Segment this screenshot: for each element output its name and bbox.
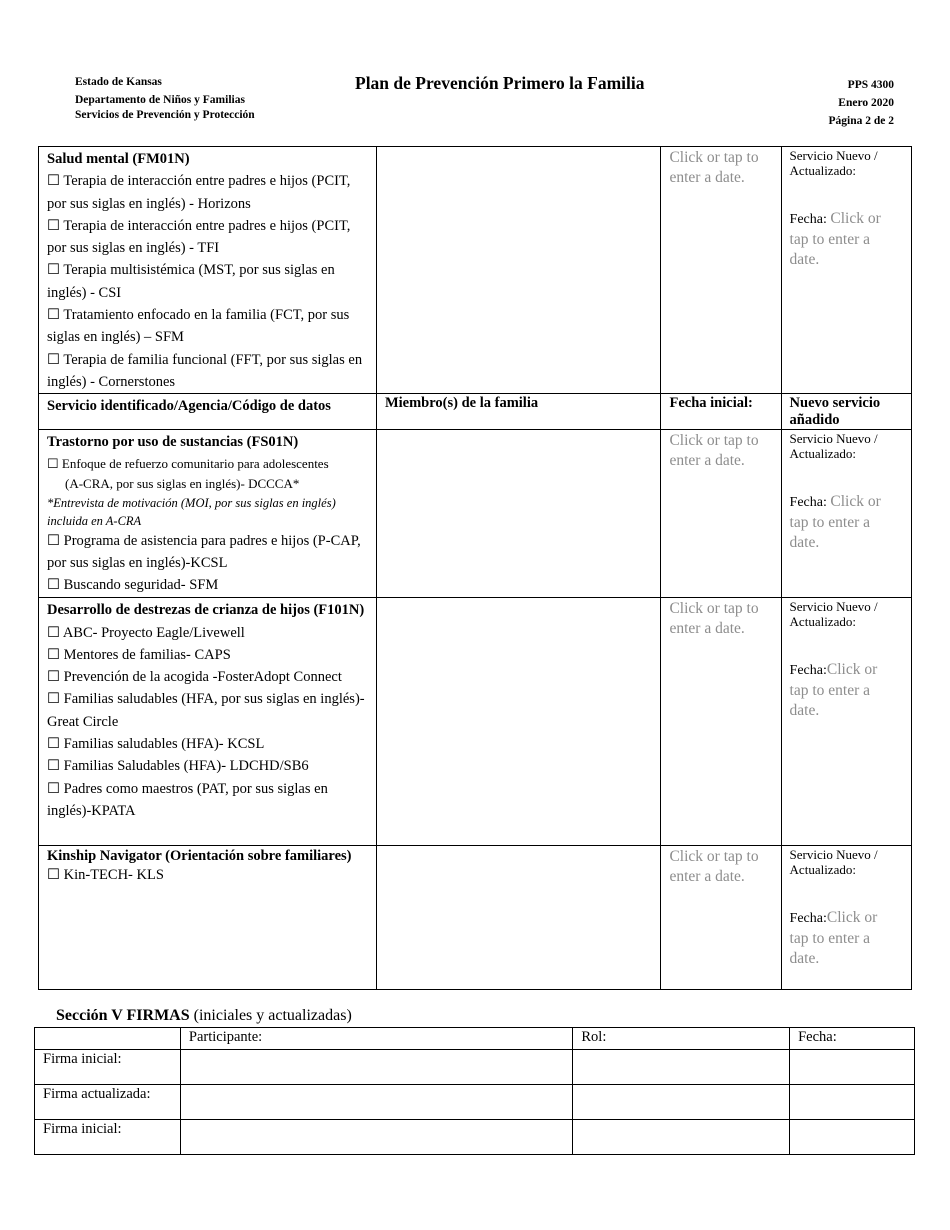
date-placeholder: Click or	[830, 493, 881, 511]
form-info	[829, 76, 895, 130]
empty-header	[35, 1028, 181, 1050]
date-field[interactable]	[790, 1120, 915, 1155]
service-cell-kinship	[39, 846, 377, 990]
date-placeholder-rest: tap to enter a date.	[789, 930, 871, 968]
signature-row-label: Firma actualizada:	[35, 1085, 181, 1120]
role-field[interactable]	[573, 1120, 790, 1155]
role-field[interactable]	[573, 1085, 790, 1120]
service-option[interactable]: ☐ Prevención de la acogida -FosterAdopt Connect	[47, 669, 342, 686]
signature-row	[35, 1085, 915, 1120]
family-members-field[interactable]	[376, 598, 661, 846]
service-cell-parenting	[39, 598, 377, 846]
column-header-row	[39, 394, 912, 430]
service-option[interactable]: ☐ Terapia de interacción entre padres e hijos (PCIT, por sus siglas en inglés) - TFI	[47, 217, 351, 257]
participant-field[interactable]	[180, 1120, 573, 1155]
section-v-subtitle: (iniciales y actualizadas)	[189, 1007, 352, 1024]
service-option[interactable]: ☐ Terapia multisistémica (MST, por sus siglas en inglés) - CSI	[47, 262, 335, 301]
service-option[interactable]: ☐ Programa de asistencia para padres e hijos (P-CAP, por sus siglas en inglés)-KCSL	[47, 532, 361, 571]
page-title: Plan de Prevención Primero la Familia	[355, 73, 645, 93]
date-placeholder: Click or tap to enter a date.	[669, 432, 759, 470]
date-field[interactable]	[790, 1050, 915, 1085]
service-label: Servicio Nuevo / Actualizado:	[789, 148, 878, 178]
service-option-continued: (A-CRA, por sus siglas en inglés)- DCCCA*	[65, 475, 300, 491]
section-v-title: Sección V FIRMAS	[56, 1007, 190, 1024]
participant-field[interactable]	[180, 1085, 573, 1120]
service-option[interactable]: ☐ Familias saludables (HFA)- KCSL	[47, 736, 265, 753]
column-header-service: Servicio identificado/Agencia/Código de datos	[39, 394, 377, 430]
service-option[interactable]: ☐ Familias Saludables (HFA)- LDCHD/SB6	[47, 758, 309, 775]
header-date: Fecha:	[790, 1028, 915, 1050]
signature-row-label: Firma inicial:	[35, 1120, 181, 1155]
page-number: Página 2 de 2	[828, 115, 894, 127]
signature-row	[35, 1050, 915, 1085]
service-option[interactable]: ☐ Buscando seguridad- SFM	[47, 577, 219, 594]
role-field[interactable]	[573, 1050, 790, 1085]
service-option[interactable]: ☐ Kin-TECH- KLS	[47, 867, 164, 884]
column-header-new-service: Nuevo servicio añadido	[781, 394, 911, 430]
division-name: Servicios de Prevención y Protección	[75, 109, 255, 121]
family-members-field[interactable]	[376, 846, 661, 990]
date-placeholder: Click or tap to enter a date.	[669, 848, 759, 886]
service-title: Salud mental (FM01N)	[47, 151, 190, 167]
date-placeholder: Click or tap to enter a date.	[669, 600, 759, 638]
column-header-start-date: Fecha inicial:	[661, 394, 781, 430]
start-date-field[interactable]	[661, 598, 781, 846]
service-label: Servicio Nuevo / Actualizado:	[789, 599, 878, 630]
service-cell-substance-use	[39, 430, 377, 598]
start-date-field[interactable]	[661, 846, 781, 990]
date-placeholder: Click or	[830, 210, 881, 227]
service-title: Kinship Navigator (Orientación sobre familiares)	[47, 848, 352, 865]
fecha-label: Fecha:	[789, 911, 827, 927]
signature-row-label: Firma inicial:	[35, 1050, 181, 1085]
service-option[interactable]: ☐ Terapia de familia funcional (FFT, por sus siglas en inglés) - Cornerstones	[47, 351, 363, 390]
start-date-field[interactable]	[661, 430, 781, 598]
section-v-heading	[56, 1007, 352, 1025]
table-row	[39, 147, 912, 394]
form-number: PPS 4300	[847, 79, 894, 91]
service-option[interactable]: ☐ Familias saludables (HFA, por sus siglas en inglés)- Great Circle	[47, 691, 365, 730]
service-option[interactable]: ☐ Padres como maestros (PAT, por sus siglas en inglés)-KPATA	[47, 780, 328, 819]
state-name: Estado de Kansas	[75, 76, 162, 88]
service-title: Trastorno por uso de sustancias (FS01N)	[47, 434, 299, 451]
date-placeholder-rest: tap to enter a date.	[789, 514, 871, 552]
date-placeholder: Click or tap to enter a date.	[669, 149, 759, 186]
new-service-cell	[781, 598, 911, 846]
fecha-field[interactable]	[782, 208, 911, 270]
fecha-field[interactable]	[782, 907, 911, 969]
participant-field[interactable]	[180, 1050, 573, 1085]
services-table	[38, 146, 912, 990]
date-placeholder: Click or	[826, 661, 878, 679]
date-placeholder-rest: tap to enter a date.	[789, 682, 871, 720]
new-service-cell	[781, 846, 911, 990]
table-row	[39, 430, 912, 598]
fecha-label: Fecha:	[789, 663, 827, 679]
fecha-field[interactable]	[782, 491, 911, 553]
service-cell-mental-health	[39, 147, 377, 394]
service-label: Servicio Nuevo / Actualizado:	[789, 847, 878, 878]
service-note: *Entrevista de motivación (MOI, por sus siglas en inglés) incluida en A-CRA	[47, 495, 336, 528]
fecha-field[interactable]	[782, 659, 911, 721]
service-option[interactable]: ☐ Terapia de interacción entre padres e hijos (PCIT, por sus siglas en inglés) - Horizons	[47, 173, 351, 212]
service-title: Desarrollo de destrezas de crianza de hijos (F101N)	[47, 602, 365, 619]
table-row	[39, 846, 912, 990]
date-placeholder: Click or	[826, 909, 878, 927]
department-name: Departamento de Niños y Familias	[75, 94, 245, 106]
new-service-cell	[781, 430, 911, 598]
signatures-table	[34, 1027, 915, 1155]
service-option[interactable]: ☐ Enfoque de refuerzo comunitario para adolescentes	[47, 455, 329, 471]
start-date-field[interactable]	[661, 147, 781, 394]
family-members-field[interactable]	[376, 147, 661, 394]
service-option[interactable]: ☐ Tratamiento enfocado en la familia (FCT, por sus siglas en inglés) – SFM	[47, 307, 350, 346]
date-field[interactable]	[790, 1085, 915, 1120]
service-option[interactable]: ☐ ABC- Proyecto Eagle/Livewell	[47, 624, 245, 641]
new-service-cell	[781, 147, 911, 394]
header-role: Rol:	[573, 1028, 790, 1050]
date-placeholder-rest: tap to enter a date.	[789, 231, 871, 268]
fecha-label: Fecha:	[789, 495, 831, 511]
signature-row	[35, 1120, 915, 1155]
signatures-header-row	[35, 1028, 915, 1050]
service-option[interactable]: ☐ Mentores de familias- CAPS	[47, 646, 231, 663]
header-participant: Participante:	[180, 1028, 573, 1050]
agency-header	[75, 75, 255, 123]
family-members-field[interactable]	[376, 430, 661, 598]
table-row	[39, 598, 912, 846]
fecha-label: Fecha:	[789, 212, 831, 227]
service-label: Servicio Nuevo / Actualizado:	[789, 431, 878, 462]
form-date: Enero 2020	[838, 97, 894, 109]
column-header-members: Miembro(s) de la familia	[376, 394, 661, 430]
